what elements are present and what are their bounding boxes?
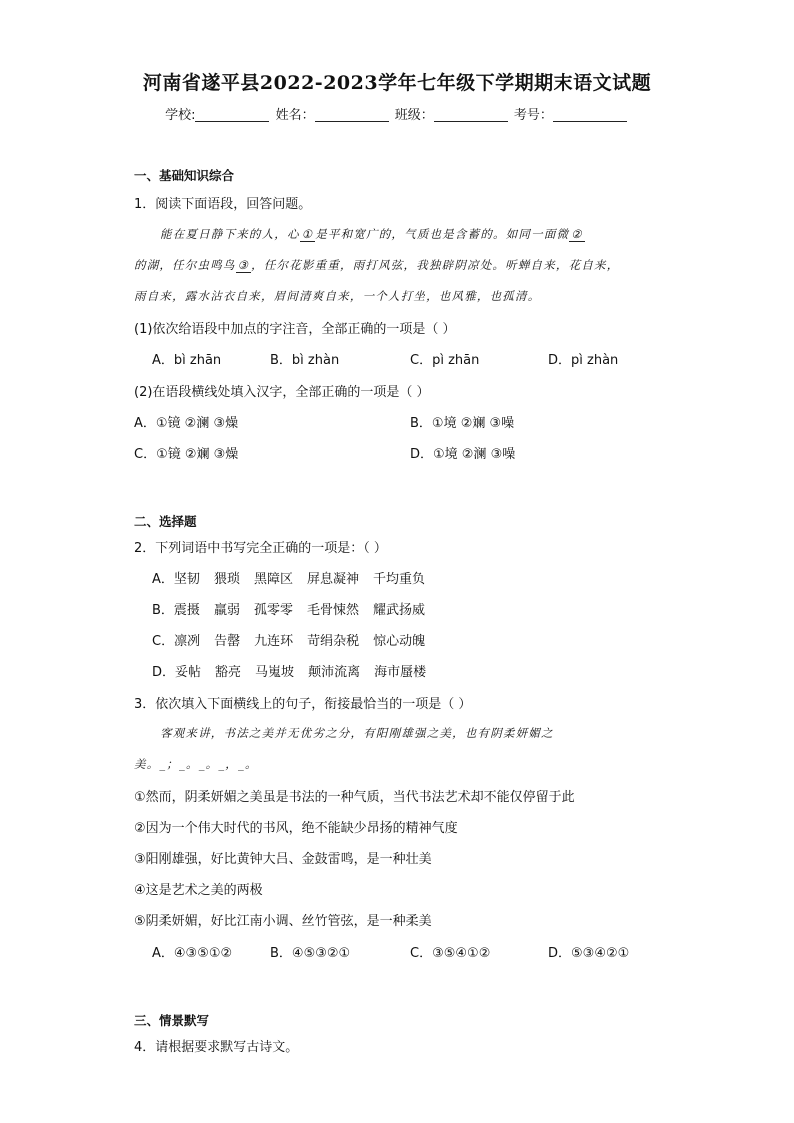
option-2d[interactable]: D．①境 ②澜 ③噪 bbox=[410, 447, 516, 462]
option-2c[interactable]: C．①镜 ②斓 ③燥 bbox=[134, 447, 239, 462]
option-q2-c[interactable]: C．凛冽 告罄 九连环 苛绢杂税 惊心动魄 bbox=[152, 634, 426, 649]
name-label: 姓名： bbox=[275, 108, 315, 123]
option-1c[interactable]: C．pì zhān bbox=[410, 353, 480, 368]
class-label: 班级： bbox=[394, 108, 434, 123]
q3-item-4: ④这是艺术之美的两极 bbox=[134, 883, 263, 898]
option-2b[interactable]: B．①境 ②斓 ③噪 bbox=[410, 416, 515, 431]
number-blank[interactable] bbox=[553, 107, 627, 122]
q3-item-2: ②因为一个伟大时代的书风，绝不能缺少昂扬的精神气度 bbox=[134, 821, 458, 836]
page-title: 河南省遂平县2022-2023学年七年级下学期期末语文试题 bbox=[142, 72, 652, 94]
option-1d[interactable]: D．pì zhàn bbox=[548, 353, 619, 368]
option-q2-d[interactable]: D．妥帖 豁亮 马嵬坡 颠沛流离 海市蜃楼 bbox=[152, 665, 427, 680]
passage-line-3: 雨自来，露水沾衣自来，眉间清爽自来，一个人打坐，也风雅，也孤清。 bbox=[134, 289, 541, 303]
section-heading-2: 二、选择题 bbox=[134, 514, 197, 529]
q3-item-5: ⑤阴柔妍媚，好比江南小调、丝竹管弦，是一种柔美 bbox=[134, 914, 432, 929]
student-info-row bbox=[0, 104, 794, 123]
option-q3-b[interactable]: B．④⑤③②① bbox=[270, 946, 351, 961]
section-heading-3: 三、情景默写 bbox=[134, 1013, 210, 1028]
option-q3-d[interactable]: D．⑤③④②① bbox=[548, 946, 630, 961]
q3-passage-line-1: 客观来讲，书法之美并无优劣之分，有阳刚雄强之美，也有阴柔妍媚之 bbox=[160, 726, 554, 740]
blank-2: ② bbox=[571, 227, 583, 241]
option-2a[interactable]: A．①镜 ②澜 ③燥 bbox=[134, 416, 239, 431]
sub-question-1: (1)依次给语段中加点的字注音，全部正确的一项是（ ） bbox=[134, 322, 456, 337]
q3-item-1: ①然而，阴柔妍媚之美虽是书法的一种气质，当代书法艺术却不能仅停留于此 bbox=[134, 790, 575, 805]
question-3-stem: 3．依次填入下面横线上的句子，衔接最恰当的一项是（ ） bbox=[134, 697, 472, 712]
question-4-stem: 4．请根据要求默写古诗文。 bbox=[134, 1040, 299, 1055]
q3-item-3: ③阳刚雄强，好比黄钟大吕、金鼓雷鸣，是一种壮美 bbox=[134, 852, 432, 867]
option-q3-a[interactable]: A．④③⑤①② bbox=[152, 946, 233, 961]
option-1a[interactable]: A．bì zhān bbox=[152, 353, 222, 368]
sub-question-2: (2)在语段横线处填入汉字，全部正确的一项是（ ） bbox=[134, 385, 430, 400]
school-blank[interactable] bbox=[195, 107, 269, 122]
section-heading-1: 一、基础知识综合 bbox=[134, 168, 235, 183]
number-label: 考号： bbox=[513, 108, 553, 123]
blank-3: ③ bbox=[237, 258, 250, 272]
school-label: 学校: bbox=[165, 108, 196, 123]
question-2-stem: 2．下列词语中书写完全正确的一项是：（ ） bbox=[134, 541, 387, 556]
option-1b[interactable]: B．bì zhàn bbox=[270, 353, 340, 368]
option-q3-c[interactable]: C．③⑤④①② bbox=[410, 946, 491, 961]
option-q2-b[interactable]: B．震摄 羸弱 孤零零 毛骨悚然 耀武扬威 bbox=[152, 603, 425, 618]
q3-passage-line-2: 美。_；_。_。_，_。 bbox=[134, 757, 258, 771]
class-blank[interactable] bbox=[434, 107, 508, 122]
blank-1: ① bbox=[301, 227, 314, 241]
option-q2-a[interactable]: A．坚韧 猥琐 黑障区 屏息凝神 千均重负 bbox=[152, 572, 425, 587]
passage-line-1: 能在夏日静下来的人，心 ① 是平和宽广的，气质也是含蓄的。如同一面微 ② bbox=[160, 227, 583, 241]
question-1-stem: 1．阅读下面语段，回答问题。 bbox=[134, 197, 312, 212]
name-blank[interactable] bbox=[315, 107, 389, 122]
passage-line-2: 的湖，任尔虫鸣鸟 ③ ，任尔花影重重，雨打风弦，我独辟阴凉处。听蝉自来，花自来， bbox=[134, 258, 620, 272]
